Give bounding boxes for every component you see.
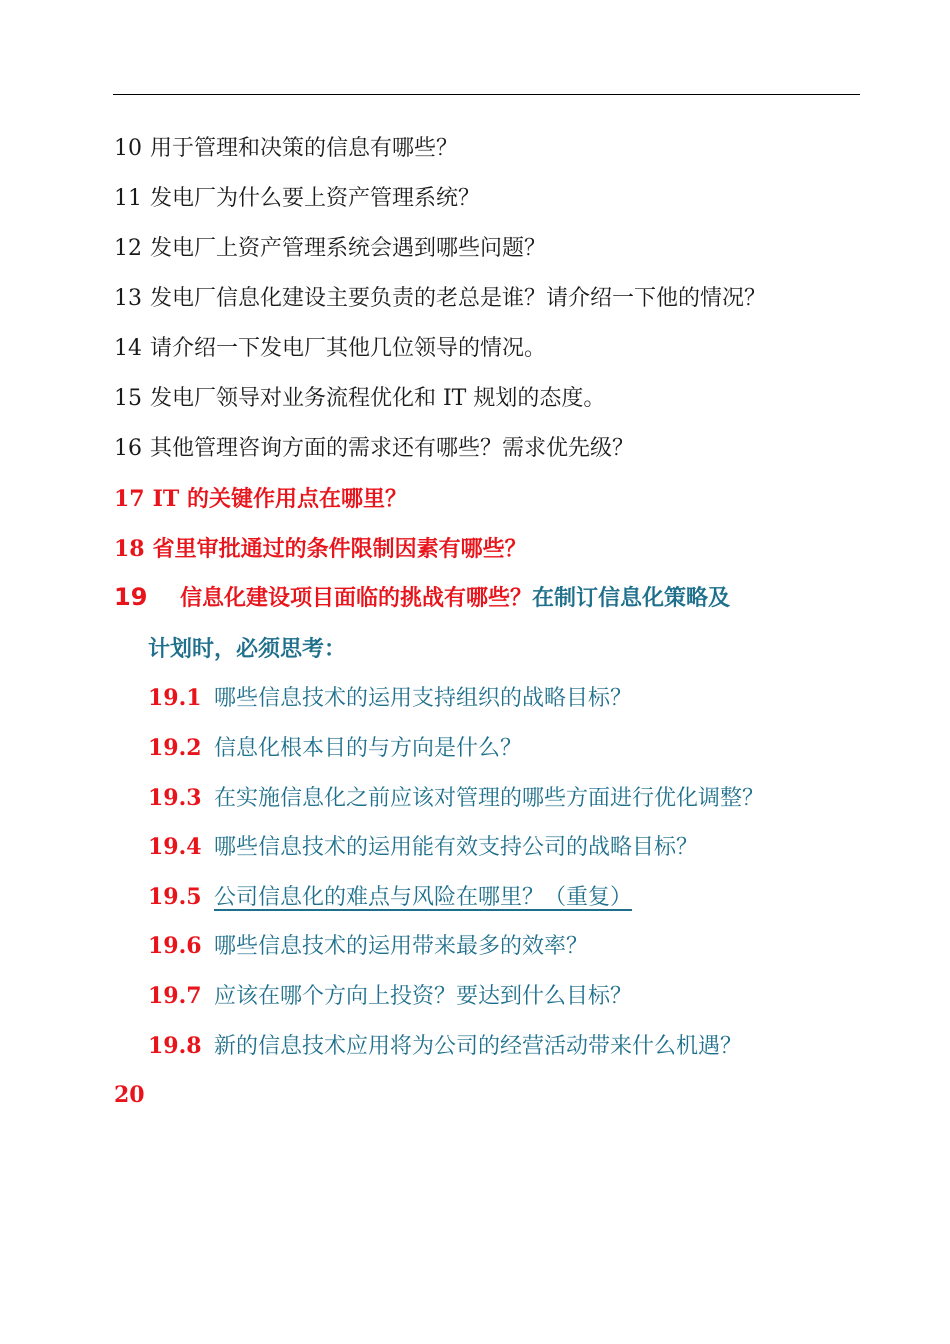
sub-question-19-5: 19.5 公司信息化的难点与风险在哪里？（重复） — [148, 884, 633, 910]
question-13: 13 发电厂信息化建设主要负责的老总是谁？请介绍一下他的情况？ — [114, 286, 767, 311]
question-12: 12 发电厂上资产管理系统会遇到哪些问题？ — [114, 236, 547, 261]
question-11: 11 发电厂为什么要上资产管理系统？ — [114, 186, 481, 211]
sub-question-19-2: 19.2 信息化根本目的与方向是什么？ — [148, 735, 523, 761]
sub-question-19-7: 19.7 应该在哪个方向上投资？要达到什么目标？ — [148, 983, 633, 1009]
sub-question-19-4: 19.4 哪些信息技术的运用能有效支持公司的战略目标？ — [148, 834, 699, 860]
sub-question-19-1: 19.1 哪些信息技术的运用支持组织的战略目标？ — [148, 685, 633, 711]
question-18: 18 省里审批通过的条件限制因素有哪些？ — [114, 536, 527, 562]
question-20: 20 — [114, 1082, 145, 1108]
question-19-continuation: 计划时，必须思考： — [148, 636, 347, 662]
question-19: 19 信息化建设项目面临的挑战有哪些？在制订信息化策略及 — [114, 583, 731, 611]
question-17: 17 IT 的关键作用点在哪里？ — [114, 486, 407, 512]
question-10: 10 用于管理和决策的信息有哪些？ — [114, 136, 459, 161]
sub-question-19-6: 19.6 哪些信息技术的运用带来最多的效率？ — [148, 933, 589, 959]
sub-question-19-3: 19.3 在实施信息化之前应该对管理的哪些方面进行优化调整？ — [148, 785, 765, 811]
question-15: 15 发电厂领导对业务流程优化和 IT 规划的态度。 — [114, 386, 606, 411]
sub-question-19-8: 19.8 新的信息技术应用将为公司的经营活动带来什么机遇？ — [148, 1033, 743, 1059]
question-16: 16 其他管理咨询方面的需求还有哪些？需求优先级？ — [114, 436, 635, 461]
header-rule — [113, 94, 860, 95]
question-14: 14 请介绍一下发电厂其他几位领导的情况。 — [114, 336, 547, 361]
